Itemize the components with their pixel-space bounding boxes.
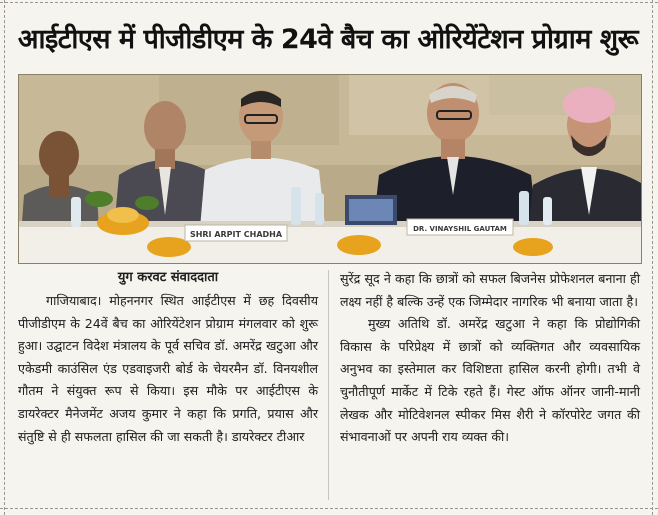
paragraph: सुरेंद्र सूद ने कहा कि छात्रों को सफल बिजनेस प्रोफेशनल बनाना ही लक्ष्य नहीं है बल्कि उन्हें एक जिम्मेदार नागरिक भी बनाया जाता है।	[340, 271, 640, 309]
nameplate-text: SHRI ARPIT CHADHA	[189, 230, 283, 239]
nameplate-2	[407, 219, 513, 235]
column-divider	[328, 270, 329, 500]
headline: आईटीएस में पीजीडीएम के 24वे बैच का ओरियेंटेशन प्रोग्राम शुरू	[17, 23, 639, 55]
cut-border-bottom	[0, 508, 658, 509]
byline: युग करवट संवाददाता	[117, 270, 219, 285]
nameplate-1	[185, 225, 287, 241]
article-column-left	[18, 268, 318, 508]
cut-border-top	[0, 2, 658, 3]
event-photo	[18, 74, 642, 264]
nameplate-text: DR. VINAYSHIL GAUTAM	[413, 225, 507, 233]
cut-border-right	[652, 0, 653, 515]
paragraph: मुख्य अतिथि डॉ. अमरेंद्र खटुआ ने कहा कि प्रोद्योगिकी विकास के परिप्रेक्ष्य में छात्रों को व्यक्तिगत और व्यवसायिक अनुभव का इस्तेमाल कर विशिष्टता हासिल करनी होगी। तभी वे चुनौतीपूर्ण मार्केट में टिके रहते हैं। गेस्ट ऑफ ऑनर जानी-मानी लेखक और मोटिवेशनल स्पीकर मिस शैरी ने कॉरपोरेट जगत की संभावनाओं पर अपनी राय व्यक्त की।	[340, 316, 640, 445]
article-column-right	[340, 268, 640, 508]
cut-border-left	[4, 0, 5, 515]
paragraph: गाजियाबाद। मोहननगर स्थित आईटीएस में छह दिवसीय पीजीडीएम के 24वें बैच का ओरियेंटेशन प्रोग्राम मंगलवार को शुरू हुआ। उद्घाटन विदेश मंत्रालय के पूर्व सचिव डॉ. अमरेंद्र खटुआ और एकेडमी काउंसिल एंड एडवाइजरी बोर्ड के चेयरमैन डॉ. विनयशील गौतम ने संयुक्त रूप से किया। इस मौके पर आईटीएस के डायरेक्टर मैनेजमेंट अजय कुमार ने कहा कि प्रगति, प्रयास और संतुष्टि से ही सफलता हासिल की जा सकती है। डायरेक्टर टीआर	[18, 293, 318, 444]
